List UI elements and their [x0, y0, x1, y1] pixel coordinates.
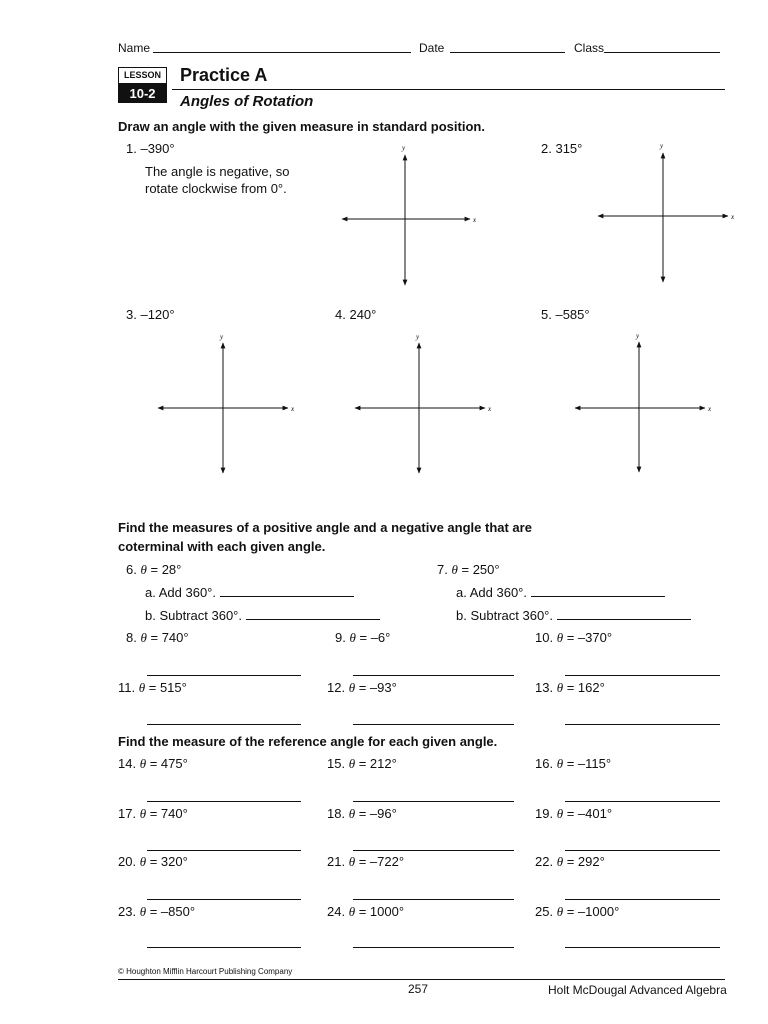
- angle-value: = 740°: [149, 806, 188, 821]
- theta-symbol: θ: [348, 680, 356, 695]
- problem-6a: [145, 584, 354, 600]
- page-title: Practice A: [180, 65, 268, 85]
- answer-line-10[interactable]: [565, 675, 720, 676]
- section3-instruction: Find the measure of the reference angle for each given angle.: [118, 734, 498, 749]
- angle-value: = 162°: [566, 680, 605, 695]
- answer-line-9[interactable]: [353, 675, 514, 676]
- problem-number: 21.: [327, 854, 346, 869]
- angle-measure: 240°: [349, 307, 377, 322]
- problem-number: 24.: [327, 904, 346, 919]
- hint-line-2: rotate clockwise from 0°.: [145, 181, 287, 196]
- angle-value: = –850°: [149, 904, 196, 919]
- answer-line-20[interactable]: [147, 899, 301, 900]
- axes-problem-5[interactable]: [575, 332, 712, 472]
- answer-line-8[interactable]: [147, 675, 301, 676]
- answer-line-23[interactable]: [147, 947, 301, 948]
- x-axis-label: x: [291, 405, 295, 413]
- answer-blank[interactable]: [246, 607, 380, 620]
- step-label: a. Add 360°.: [456, 585, 527, 600]
- problem-number: 12.: [327, 680, 346, 695]
- problem-number: 22.: [535, 854, 554, 869]
- angle-measure: 315°: [555, 141, 583, 156]
- problem-23: [118, 904, 195, 920]
- problem-16: [535, 756, 611, 772]
- class-label: Class: [574, 41, 605, 55]
- problem-number: 4.: [335, 307, 346, 322]
- x-axis-label: x: [731, 213, 735, 221]
- problem-21: [327, 854, 404, 870]
- hint-line-1: The angle is negative, so: [145, 164, 290, 179]
- answer-line-22[interactable]: [565, 899, 720, 900]
- problem-8: [126, 630, 189, 646]
- axes-problem-2[interactable]: [598, 142, 735, 282]
- problem-7: [437, 562, 500, 578]
- problem-number: 16.: [535, 756, 554, 771]
- section2-instruction-line-2: coterminal with each given angle.: [118, 539, 326, 554]
- answer-blank[interactable]: [531, 584, 665, 597]
- answer-line-21[interactable]: [353, 899, 514, 900]
- angle-value: = –96°: [358, 806, 397, 821]
- theta-symbol: θ: [139, 756, 147, 771]
- angle-value: = –401°: [566, 806, 613, 821]
- theta-symbol: θ: [556, 806, 564, 821]
- y-axis-label: y: [402, 144, 406, 152]
- answer-line-18[interactable]: [353, 850, 514, 851]
- angle-measure: –390°: [140, 141, 175, 156]
- problem-number: 17.: [118, 806, 137, 821]
- problem-number: 23.: [118, 904, 137, 919]
- problem-number: 7.: [437, 562, 448, 577]
- theta-symbol: θ: [556, 756, 564, 771]
- angle-value: = 740°: [150, 630, 189, 645]
- theta-symbol: θ: [556, 630, 564, 645]
- problem-number: 5.: [541, 307, 552, 322]
- problem-number: 10.: [535, 630, 554, 645]
- answer-blank[interactable]: [220, 584, 354, 597]
- axes-problem-4[interactable]: [355, 333, 492, 473]
- problem-number: 19.: [535, 806, 554, 821]
- y-axis-label: y: [660, 142, 664, 150]
- date-label: Date: [419, 41, 445, 55]
- answer-line-13[interactable]: [565, 724, 720, 725]
- problem-10: [535, 630, 612, 646]
- angle-value: = 28°: [150, 562, 182, 577]
- theta-symbol: θ: [348, 756, 356, 771]
- problem-17: [118, 806, 188, 822]
- problem-11: [118, 680, 187, 696]
- problem-24: [327, 904, 404, 920]
- name-label: Name: [118, 41, 151, 55]
- x-axis-label: x: [708, 405, 712, 413]
- theta-symbol: θ: [348, 904, 356, 919]
- lesson-number: 10-2: [118, 84, 167, 103]
- theta-symbol: θ: [139, 854, 147, 869]
- answer-line-11[interactable]: [147, 724, 301, 725]
- problem-number: 11.: [118, 680, 136, 695]
- theta-symbol: θ: [140, 562, 147, 577]
- lesson-label: LESSON: [118, 67, 167, 84]
- angle-value: = 320°: [149, 854, 188, 869]
- theta-symbol: θ: [556, 680, 564, 695]
- angle-value: = –115°: [566, 756, 612, 771]
- problem-19: [535, 806, 612, 822]
- problem-9: [335, 630, 390, 646]
- answer-line-15[interactable]: [353, 801, 514, 802]
- answer-line-16[interactable]: [565, 801, 720, 802]
- problem-number: 20.: [118, 854, 137, 869]
- y-axis-label: y: [416, 333, 420, 341]
- answer-line-24[interactable]: [353, 947, 514, 948]
- page-subtitle: Angles of Rotation: [180, 93, 314, 110]
- angle-measure: –585°: [555, 307, 590, 322]
- problem-number: 15.: [327, 756, 346, 771]
- angle-value: = –6°: [359, 630, 391, 645]
- problem-7a: [456, 584, 665, 600]
- y-axis-label: y: [636, 332, 640, 340]
- problem-20: [118, 854, 188, 870]
- problem-15: [327, 756, 397, 772]
- angle-measure: –120°: [140, 307, 175, 322]
- problem-number: 25.: [535, 904, 554, 919]
- answer-line-12[interactable]: [353, 724, 514, 725]
- section1-instruction: Draw an angle with the given measure in standard position.: [118, 119, 485, 134]
- theta-symbol: θ: [139, 806, 147, 821]
- problem-number: 14.: [118, 756, 137, 771]
- angle-value: = 250°: [461, 562, 500, 577]
- angle-value: = –1000°: [566, 904, 620, 919]
- angle-value: = 515°: [148, 680, 187, 695]
- theta-symbol: θ: [138, 680, 146, 695]
- answer-line-14[interactable]: [147, 801, 301, 802]
- x-axis-label: x: [473, 216, 477, 224]
- problem-number: 9.: [335, 630, 346, 645]
- angle-value: = 292°: [566, 854, 605, 869]
- step-label: b. Subtract 360°.: [456, 608, 553, 623]
- answer-blank[interactable]: [557, 607, 691, 620]
- y-axis-label: y: [220, 333, 224, 341]
- angle-value: = 475°: [149, 756, 188, 771]
- x-axis-label: x: [488, 405, 492, 413]
- problem-number: 1.: [126, 141, 137, 156]
- problem-12: [327, 680, 397, 696]
- axes-problem-1[interactable]: [342, 144, 477, 285]
- book-title: Holt McDougal Advanced Algebra: [548, 983, 727, 997]
- theta-symbol: θ: [349, 630, 356, 645]
- copyright: © Houghton Mifflin Harcourt Publishing Company: [118, 967, 293, 976]
- problem-number: 3.: [126, 307, 137, 322]
- problem-22: [535, 854, 605, 870]
- problem-25: [535, 904, 619, 920]
- problem-number: 6.: [126, 562, 137, 577]
- angle-value: = –370°: [566, 630, 613, 645]
- page-number: 257: [408, 982, 429, 996]
- problem-6b: [145, 607, 380, 623]
- theta-symbol: θ: [556, 854, 564, 869]
- problem-number: 18.: [327, 806, 346, 821]
- theta-symbol: θ: [139, 904, 147, 919]
- problem-7b: [456, 607, 691, 623]
- problem-number: 2.: [541, 141, 552, 156]
- answer-line-25[interactable]: [565, 947, 720, 948]
- problem-number: 8.: [126, 630, 137, 645]
- angle-value: = –722°: [358, 854, 405, 869]
- problem-number: 13.: [535, 680, 554, 695]
- theta-symbol: θ: [556, 904, 564, 919]
- step-label: b. Subtract 360°.: [145, 608, 242, 623]
- answer-line-17[interactable]: [147, 850, 301, 851]
- problem-13: [535, 680, 605, 696]
- problem-14: [118, 756, 188, 772]
- problem-18: [327, 806, 397, 822]
- axes-problem-3[interactable]: [158, 333, 295, 473]
- step-label: a. Add 360°.: [145, 585, 216, 600]
- problem-6: [126, 562, 181, 578]
- theta-symbol: θ: [348, 806, 356, 821]
- angle-value: = 212°: [358, 756, 397, 771]
- section2-instruction-line-1: Find the measures of a positive angle and a negative angle that are: [118, 520, 532, 535]
- answer-line-19[interactable]: [565, 850, 720, 851]
- theta-symbol: θ: [451, 562, 458, 577]
- angle-value: = –93°: [358, 680, 397, 695]
- angle-value: = 1000°: [358, 904, 405, 919]
- footer-rule: [118, 979, 725, 980]
- theta-symbol: θ: [348, 854, 356, 869]
- theta-symbol: θ: [140, 630, 147, 645]
